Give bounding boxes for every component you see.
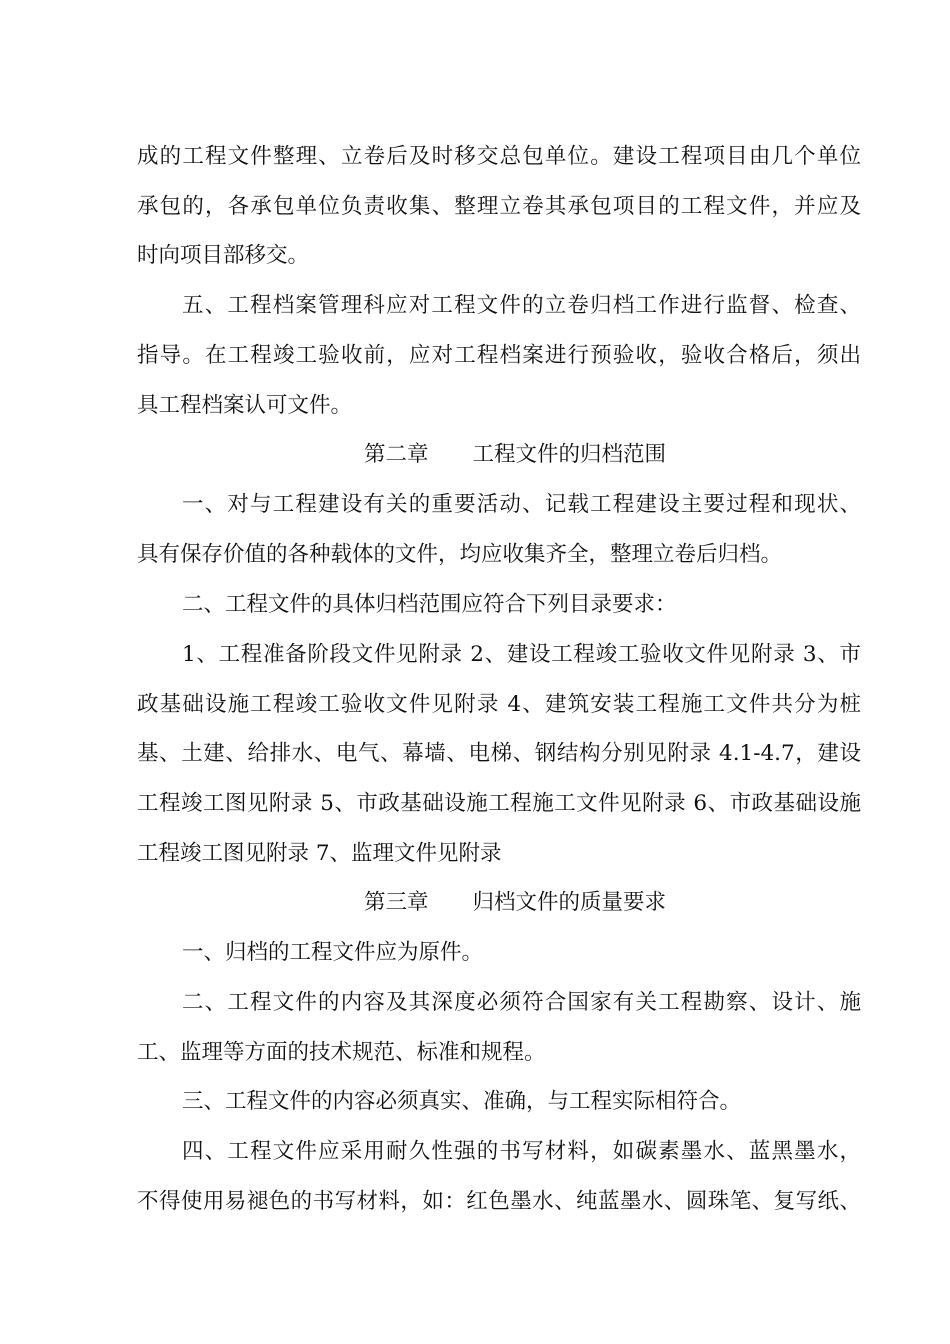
text-line: 政基础设施工程竣工验收文件见附录 4、建筑安装工程施工文件共分为桩 xyxy=(137,692,861,717)
text-line: 不得使用易褪色的书写材料，如：红色墨水、纯蓝墨水、圆珠笔、复写纸、 xyxy=(137,1189,861,1214)
text-line: 三、工程文件的内容必须真实、准确，与工程实际相符合。 xyxy=(182,1089,742,1114)
chapter-number: 第三章 xyxy=(364,890,429,915)
text-line: 具工程档案认可文件。 xyxy=(137,393,353,418)
text-line: 时向项目部移交。 xyxy=(137,243,310,268)
text-line: 1、工程准备阶段文件见附录 2、建设工程竣工验收文件见附录 3、市 xyxy=(182,642,861,667)
text-line: 工、监理等方面的技术规范、标准和规程。 xyxy=(137,1040,546,1065)
text-line: 工程竣工图见附录 7、监理文件见附录 xyxy=(137,841,502,866)
text-line: 一、对与工程建设有关的重要活动、记载工程建设主要过程和现状、 xyxy=(182,492,861,517)
text-line: 二、工程文件的内容及其深度必须符合国家有关工程勘察、设计、施 xyxy=(182,990,861,1015)
text-line: 四、工程文件应采用耐久性强的书写材料，如碳素墨水、蓝黑墨水， xyxy=(182,1139,861,1164)
chapter-heading xyxy=(364,883,666,923)
text-line: 五、工程档案管理科应对工程文件的立卷归档工作进行监督、检查、 xyxy=(182,293,861,318)
chapter-title: 归档文件的质量要求 xyxy=(472,890,667,915)
chapter-number: 第二章 xyxy=(364,442,429,467)
text-line: 基、土建、给排水、电气、幕墙、电梯、钢结构分别见附录 4.1-4.7，建设 xyxy=(137,741,861,766)
text-line: 成的工程文件整理、立卷后及时移交总包单位。建设工程项目由几个单位 xyxy=(137,144,861,169)
text-line: 一、归档的工程文件应为原件。 xyxy=(182,940,484,965)
text-line: 工程竣工图见附录 5、市政基础设施工程施工文件见附录 6、市政基础设施 xyxy=(137,791,861,816)
text-line: 二、工程文件的具体归档范围应符合下列目录要求： xyxy=(182,592,677,617)
chapter-heading xyxy=(364,435,666,475)
text-line: 承包的，各承包单位负责收集、整理立卷其承包项目的工程文件，并应及 xyxy=(137,194,861,219)
text-line: 具有保存价值的各种载体的文件，均应收集齐全，整理立卷后归档。 xyxy=(137,542,783,567)
text-line: 指导。在工程竣工验收前，应对工程档案进行预验收，验收合格后，须出 xyxy=(137,343,861,368)
chapter-title: 工程文件的归档范围 xyxy=(472,442,667,467)
